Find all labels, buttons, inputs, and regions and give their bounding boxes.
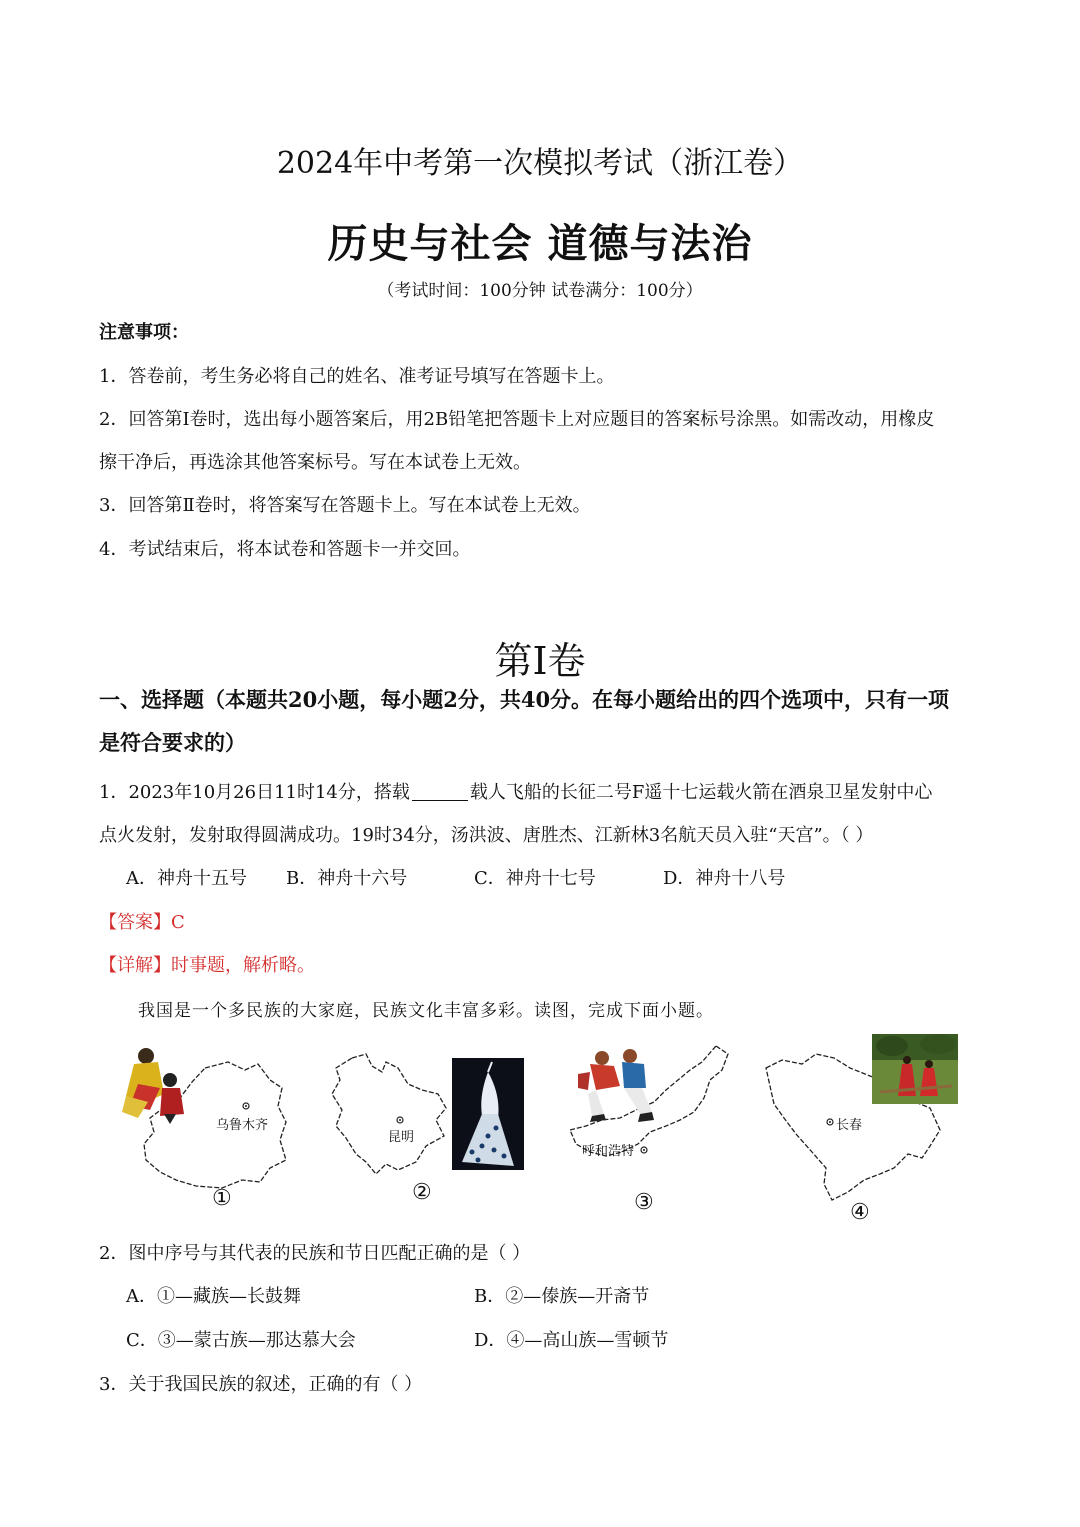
peacock-dancer-icon	[452, 1058, 524, 1170]
dancers-icon	[120, 1044, 190, 1124]
exam-title: 2024年中考第一次模拟考试（浙江卷）	[276, 146, 804, 181]
map-number: ④	[850, 1200, 870, 1225]
material-intro: 我国是一个多民族的大家庭，民族文化丰富多彩。读图，完成下面小题。	[138, 1001, 714, 1021]
q2-option-a: A．①—藏族—长鼓舞	[126, 1286, 301, 1307]
q1-option-c: C．神舟十七号	[474, 868, 596, 889]
question-2-stem: 2．图中序号与其代表的民族和节日匹配正确的是（ ）	[99, 1243, 531, 1264]
detail-label: 【详解】	[99, 955, 171, 976]
q1-answer	[99, 908, 185, 934]
dance-illustration-1	[120, 1044, 190, 1124]
q1-option-b: B．神舟十六号	[286, 868, 408, 889]
city-label: 呼和浩特	[582, 1144, 635, 1159]
notice-item: 4．考试结束后，将本试卷和答题卡一并交回。	[99, 539, 471, 560]
mongolian-wrestlers-icon	[574, 1044, 664, 1124]
answer-value: C	[171, 912, 185, 933]
question-1-line2: 点火发射，发射取得圆满成功。19时34分，汤洪波、唐胜杰、江新林3名航天员入驻“天宫”。（ ）	[99, 825, 874, 846]
city-label: 乌鲁木齐	[216, 1118, 269, 1133]
question-1-text-cont: 载人飞船的长征二号F遥十七运载火箭在酒泉卫星发射中心	[469, 782, 933, 803]
notice-heading: 注意事项：	[99, 322, 189, 343]
question-1-line1	[99, 778, 932, 804]
exam-info: （考试时间：100分钟 试卷满分：100分）	[377, 281, 703, 301]
question-3-stem: 3．关于我国民族的叙述，正确的有（ ）	[99, 1374, 423, 1395]
q1-option-a: A．神舟十五号	[126, 868, 247, 889]
question-1-text: 1．2023年10月26日11时14分，搭载	[99, 782, 410, 803]
city-label: 长春	[836, 1118, 863, 1133]
map-number: ②	[412, 1180, 432, 1205]
answer-blank	[412, 782, 468, 801]
detail-text: 时事题，解析略。	[171, 955, 315, 976]
q1-option-d: D．神舟十八号	[663, 868, 786, 889]
part-title: 第Ⅰ卷	[494, 639, 586, 683]
map-number: ①	[212, 1186, 232, 1211]
q2-option-b: B．②—傣族—开斋节	[474, 1286, 650, 1307]
korean-seesaw-icon	[872, 1034, 958, 1104]
map-figure-3	[566, 1040, 736, 1218]
yunnan-map-outline	[326, 1050, 456, 1180]
peacock-dance-photo	[452, 1058, 524, 1170]
q2-option-c: C．③—蒙古族—那达慕大会	[126, 1330, 356, 1351]
notice-item: 3．回答第Ⅱ卷时，将答案写在答题卡上。写在本试卷上无效。	[99, 495, 591, 516]
seesaw-photo	[872, 1034, 958, 1104]
map-figure-4	[760, 1034, 960, 1228]
notice-item: 1．答卷前，考生务必将自己的姓名、准考证号填写在答题卡上。	[99, 366, 615, 387]
map-figure-1	[110, 1040, 290, 1215]
wrestling-illustration	[574, 1044, 664, 1124]
notice-item: 2．回答第Ⅰ卷时，选出每小题答案后，用2B铅笔把答题卡上对应题目的答案标号涂黑。如需改动，用橡皮	[99, 409, 935, 430]
map-number: ③	[634, 1190, 654, 1215]
notice-item: 擦干净后，再选涂其他答案标号。写在本试卷上无效。	[99, 452, 531, 473]
map-figure-2	[326, 1050, 526, 1210]
q1-detail	[99, 951, 315, 977]
q2-option-d: D．④—高山族—雪顿节	[474, 1330, 669, 1351]
section-heading: 一、选择题（本题共20小题，每小题2分，共40分。在每小题给出的四个选项中，只有一项	[99, 687, 950, 712]
answer-label: 【答案】	[99, 912, 171, 933]
subject-title: 历史与社会 道德与法治	[327, 220, 753, 267]
city-label: 昆明	[388, 1130, 415, 1145]
section-heading-cont: 是符合要求的）	[99, 730, 246, 755]
